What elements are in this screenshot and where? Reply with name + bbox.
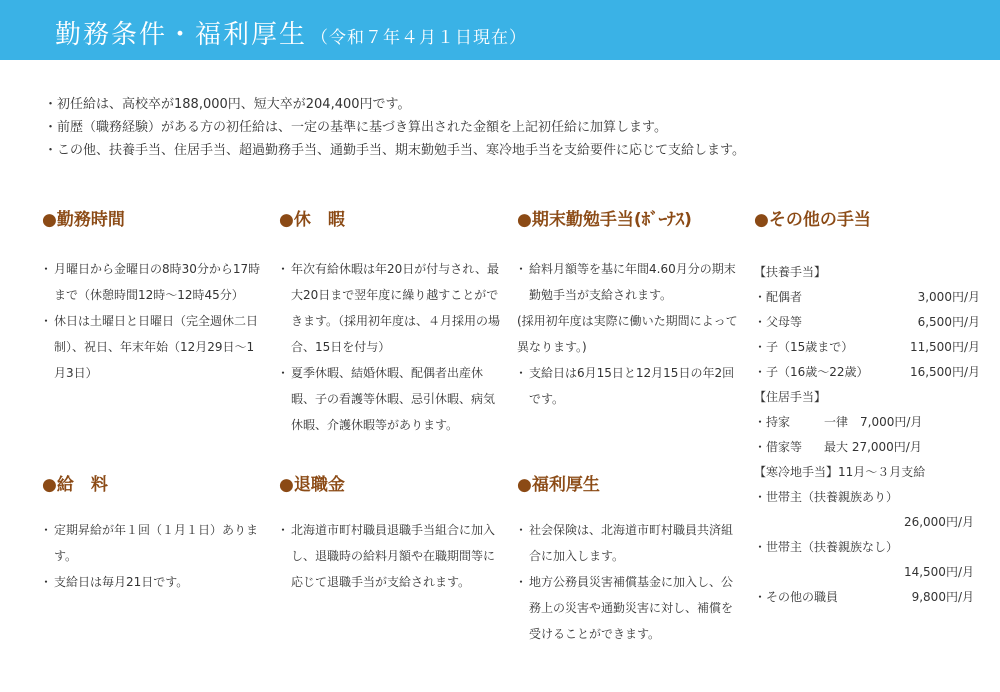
salary-title: ●給 料 [42, 475, 108, 495]
intro-line: ・初任給は、高校卒が188,000円、短大卒が204,400円です。 [44, 97, 411, 112]
bonus-title: ●期末勤勉手当(ﾎﾞｰﾅｽ) [517, 210, 692, 230]
list-item: ・ 定期昇給が年１回（１月１日）あります。 [42, 517, 264, 569]
allowance-amount: 6,500円/月 [917, 315, 980, 329]
allowance-row [754, 435, 980, 460]
list-item: ・ 支給日は毎月21日です。 [42, 569, 264, 595]
holidays-title: ●休 暇 [279, 210, 345, 230]
bonus-note: (採用初年度は実際に働いた期間によって異なります。) [517, 314, 738, 354]
allowance-amount: 11,500円/月 [909, 340, 980, 354]
welfare-title: ●福利厚生 [517, 475, 600, 495]
list-item: ・ 支給日は6月15日と12月15日の年2回です。 [517, 360, 739, 412]
intro-line: ・この他、扶養手当、住居手当、超過勤務手当、通勤手当、期末勤勉手当、寒冷地手当を支給要件に応じて支給します。 [44, 143, 745, 158]
work-hours-section [42, 208, 264, 386]
list-item: ・ 地方公務員災害補償基金に加入し、公務上の災害や通勤災害に対し、補償を受けることができます。 [517, 569, 739, 647]
bonus-section [517, 208, 739, 412]
allowance-amount: 3,000円/月 [917, 290, 980, 304]
allowances-title: ●その他の手当 [754, 210, 871, 230]
allowance-label: ・ 借家等 [754, 435, 824, 460]
allowance-amount: 最大 27,000円/月 [824, 440, 922, 454]
allowance-row [754, 410, 980, 435]
allowance-label: ・ 子（15歳まで） [754, 335, 853, 360]
list-item: ・ 休日は土曜日と日曜日（完全週休二日制）、祝日、年末年始（12月29日～1月3日） [42, 308, 264, 386]
allowance-row [754, 335, 980, 360]
page-title: 勤務条件・福利厚生 （令和７年４月１日現在） [55, 20, 528, 50]
page-subtitle: （令和７年４月１日現在） [311, 28, 528, 48]
allowance-label: ・ 世帯主（扶養親族あり） [754, 485, 980, 510]
header-banner [0, 0, 1000, 60]
allowance-row [754, 310, 980, 335]
list-item: ・ 北海道市町村職員退職手当組合に加入し、退職時の給料月額や在職期間等に応じて退職手当が支給されます。 [279, 517, 501, 595]
allowance-label: ・ 持家 [754, 410, 824, 435]
list-item: ・ 年次有給休暇は年20日が付与され、最大20日まで翌年度に繰り越すことができます。（採用初年度は、４月採用の場合、15日を付与） [279, 256, 501, 360]
cold-allowance-header: 【寒冷地手当】11月～３月支給 [754, 465, 926, 479]
allowance-label: ・ 父母等 [754, 310, 802, 335]
housing-allowance-header: 【住居手当】 [754, 390, 827, 404]
list-item: ・ 月曜日から金曜日の8時30分から17時まで（休憩時間12時～12時45分） [42, 256, 264, 308]
retirement-title: ●退職金 [279, 475, 345, 495]
dependent-allowance-header: 【扶養手当】 [754, 265, 827, 279]
allowance-amount: 16,500円/月 [909, 365, 980, 379]
allowance-amount: 26,000円/月 [903, 515, 974, 529]
list-item: ・ 給料月額等を基に年間4.60月分の期末勤勉手当が支給されます。 [517, 256, 739, 308]
intro-line: ・前歴（職務経験）がある方の初任給は、一定の基準に基づき算出された金額を上記初任給に加算します。 [44, 120, 667, 135]
retirement-section [279, 473, 501, 595]
intro-list [44, 93, 745, 162]
list-item: ・ 夏季休暇、結婚休暇、配偶者出産休暇、子の看護等休暇、忌引休暇、病気休暇、介護休暇等があります。 [279, 360, 501, 438]
salary-section [42, 473, 264, 595]
allowance-label: ・ その他の職員 [754, 585, 838, 610]
allowance-row [754, 585, 980, 610]
allowance-label: ・ 子（16歳～22歳） [754, 360, 869, 385]
allowance-row [754, 285, 980, 310]
allowance-amount: 9,800円/月 [911, 590, 974, 604]
allowance-label: ・ 世帯主（扶養親族なし） [754, 535, 980, 560]
work-hours-title: ●勤務時間 [42, 210, 125, 230]
allowances-section [754, 208, 980, 610]
holidays-section [279, 208, 501, 438]
list-item: ・ 社会保険は、北海道市町村職員共済組合に加入します。 [517, 517, 739, 569]
allowance-label: ・ 配偶者 [754, 285, 802, 310]
allowance-amount: 14,500円/月 [903, 565, 974, 579]
welfare-section [517, 473, 739, 647]
allowance-amount: 一律 7,000円/月 [824, 415, 923, 429]
allowance-row [754, 360, 980, 385]
